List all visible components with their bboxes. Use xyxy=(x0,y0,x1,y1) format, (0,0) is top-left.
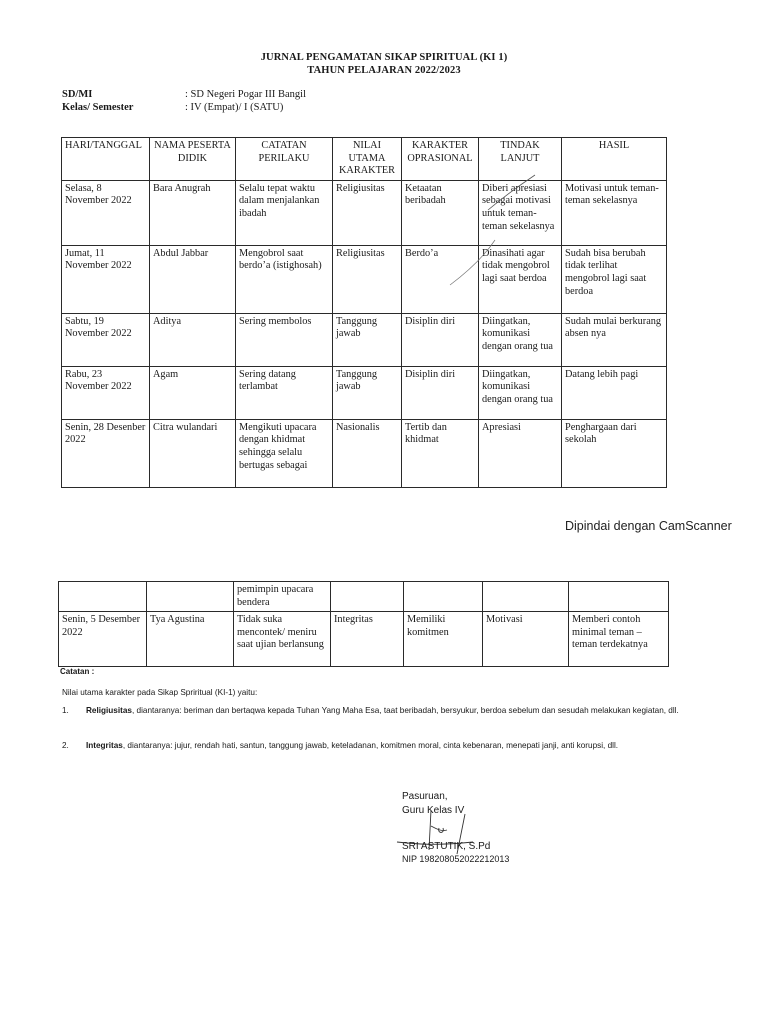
cell-core-value: Religiusitas xyxy=(333,180,402,245)
document-title: JURNAL PENGAMATAN SIKAP SPIRITUAL (KI 1) xyxy=(260,52,508,63)
cell-follow-up: Diingatkan, komunikasi dengan orang tua xyxy=(479,313,562,366)
cell-behavior: Selalu tepat waktu dalam menjalankan ibadah xyxy=(236,180,333,245)
cell-operational: Disiplin diri xyxy=(402,366,479,419)
cell-follow-up: Apresiasi xyxy=(479,419,562,487)
note-term: Integritas xyxy=(86,741,123,750)
cell-date: Selasa, 8 November 2022 xyxy=(62,180,150,245)
cell-operational: Ketaatan beribadah xyxy=(402,180,479,245)
cell-follow-up: Diingatkan, komunikasi dengan orang tua xyxy=(479,366,562,419)
cell-student: Tya Agustina xyxy=(147,612,234,667)
col-header-behavior: CATATAN PERILAKU xyxy=(236,138,333,181)
cell-behavior: pemimpin upacara bendera xyxy=(234,582,331,612)
cell-behavior: Tidak suka mencontek/ meniru saat ujian berlansung xyxy=(234,612,331,667)
academic-year: TAHUN PELAJARAN 2022/2023 xyxy=(307,65,461,76)
cell-behavior: Mengikuti upacara dengan khidmat sehingga selalu bertugas sebagai xyxy=(236,419,333,487)
signature-place: Pasuruan, xyxy=(402,791,448,802)
cell-date: Rabu, 23 November 2022 xyxy=(62,366,150,419)
camscanner-watermark: Dipindai dengan CamScanner xyxy=(565,519,732,533)
cell-core-value: Integritas xyxy=(331,612,404,667)
cell-behavior: Sering datang terlambat xyxy=(236,366,333,419)
col-header-core-value: NILAI UTAMA KARAKTER xyxy=(333,138,402,181)
cell-core-value: Tanggung jawab xyxy=(333,366,402,419)
col-header-result: HASIL xyxy=(562,138,667,181)
cell-result: Sudah bisa berubah tidak terlihat mengobrol lagi saat berdoa xyxy=(562,245,667,313)
school-label: SD/MI xyxy=(62,89,93,100)
cell-student: Bara Anugrah xyxy=(150,180,236,245)
cell-behavior: Mengobrol saat berdo’a (istighosah) xyxy=(236,245,333,313)
cell-behavior: Sering membolos xyxy=(236,313,333,366)
cell-date: Sabtu, 19 November 2022 xyxy=(62,313,150,366)
cell-date: Senin, 28 Desenber 2022 xyxy=(62,419,150,487)
note-text: , diantaranya: beriman dan bertaqwa kepada Tuhan Yang Maha Esa, taat beribadah, bersyukur, berdoa sebelum dan sesudah melakukan kegiatan, dll. xyxy=(131,706,679,715)
cell-student: Aditya xyxy=(150,313,236,366)
notes-label: Catatan : xyxy=(60,667,95,676)
cell-result: Datang lebih pagi xyxy=(562,366,667,419)
cell-result: Penghargaan dari sekolah xyxy=(562,419,667,487)
cell-student: Abdul Jabbar xyxy=(150,245,236,313)
note-term: Religiusitas xyxy=(86,706,132,715)
cell-core-value: Tanggung jawab xyxy=(333,313,402,366)
col-header-operational: KARAKTER OPRASIONAL xyxy=(402,138,479,181)
note-number: 2. xyxy=(62,741,69,750)
cell-operational: Tertib dan khidmat xyxy=(402,419,479,487)
cell-core-value: Nasionalis xyxy=(333,419,402,487)
cell-follow-up: Diberi apresiasi sebagai motivasi untuk teman-teman sekelasnya xyxy=(479,180,562,245)
cell-operational: Memiliki komitmen xyxy=(404,612,483,667)
cell-operational: Berdo’a xyxy=(402,245,479,313)
col-header-date: HARI/TANGGAL xyxy=(62,138,150,181)
cell-result: Memberi contoh minimal teman – teman terdekatnya xyxy=(569,612,669,667)
school-value: : SD Negeri Pogar III Bangil xyxy=(185,89,307,100)
signature-name: SRI ASTUTIK, S.Pd xyxy=(402,841,491,852)
notes-intro: Nilai utama karakter pada Sikap Spriritual (KI-1) yaitu: xyxy=(62,688,258,697)
cell-date: Jumat, 11 November 2022 xyxy=(62,245,150,313)
note-number: 1. xyxy=(62,706,69,715)
cell-result: Sudah mulai berkurang absen nya xyxy=(562,313,667,366)
col-header-student: NAMA PESERTA DIDIK xyxy=(150,138,236,181)
col-header-follow-up: TINDAK LANJUT xyxy=(479,138,562,181)
cell-follow-up: Dinasihati agar tidak mengobrol lagi saat berdoa xyxy=(479,245,562,313)
class-label: Kelas/ Semester xyxy=(62,102,134,113)
cell-operational: Disiplin diri xyxy=(402,313,479,366)
signature-role: Guru Kelas IV xyxy=(402,805,465,816)
class-value: : IV (Empat)/ I (SATU) xyxy=(185,102,284,113)
cell-result: Motivasi untuk teman-teman sekelasnya xyxy=(562,180,667,245)
cell-follow-up: Motivasi xyxy=(483,612,569,667)
note-text: , diantaranya: jujur, rendah hati, santun, tanggung jawab, keteladanan, komitmen moral, cinta kebenaran, menepati janji, anti korupsi, dll. xyxy=(122,741,619,750)
cell-student: Agam xyxy=(150,366,236,419)
signature-nip: NIP 198208052022212013 xyxy=(402,854,510,864)
cell-student: Citra wulandari xyxy=(150,419,236,487)
cell-date: Senin, 5 Desember 2022 xyxy=(59,612,147,667)
cell-core-value: Religiusitas xyxy=(333,245,402,313)
